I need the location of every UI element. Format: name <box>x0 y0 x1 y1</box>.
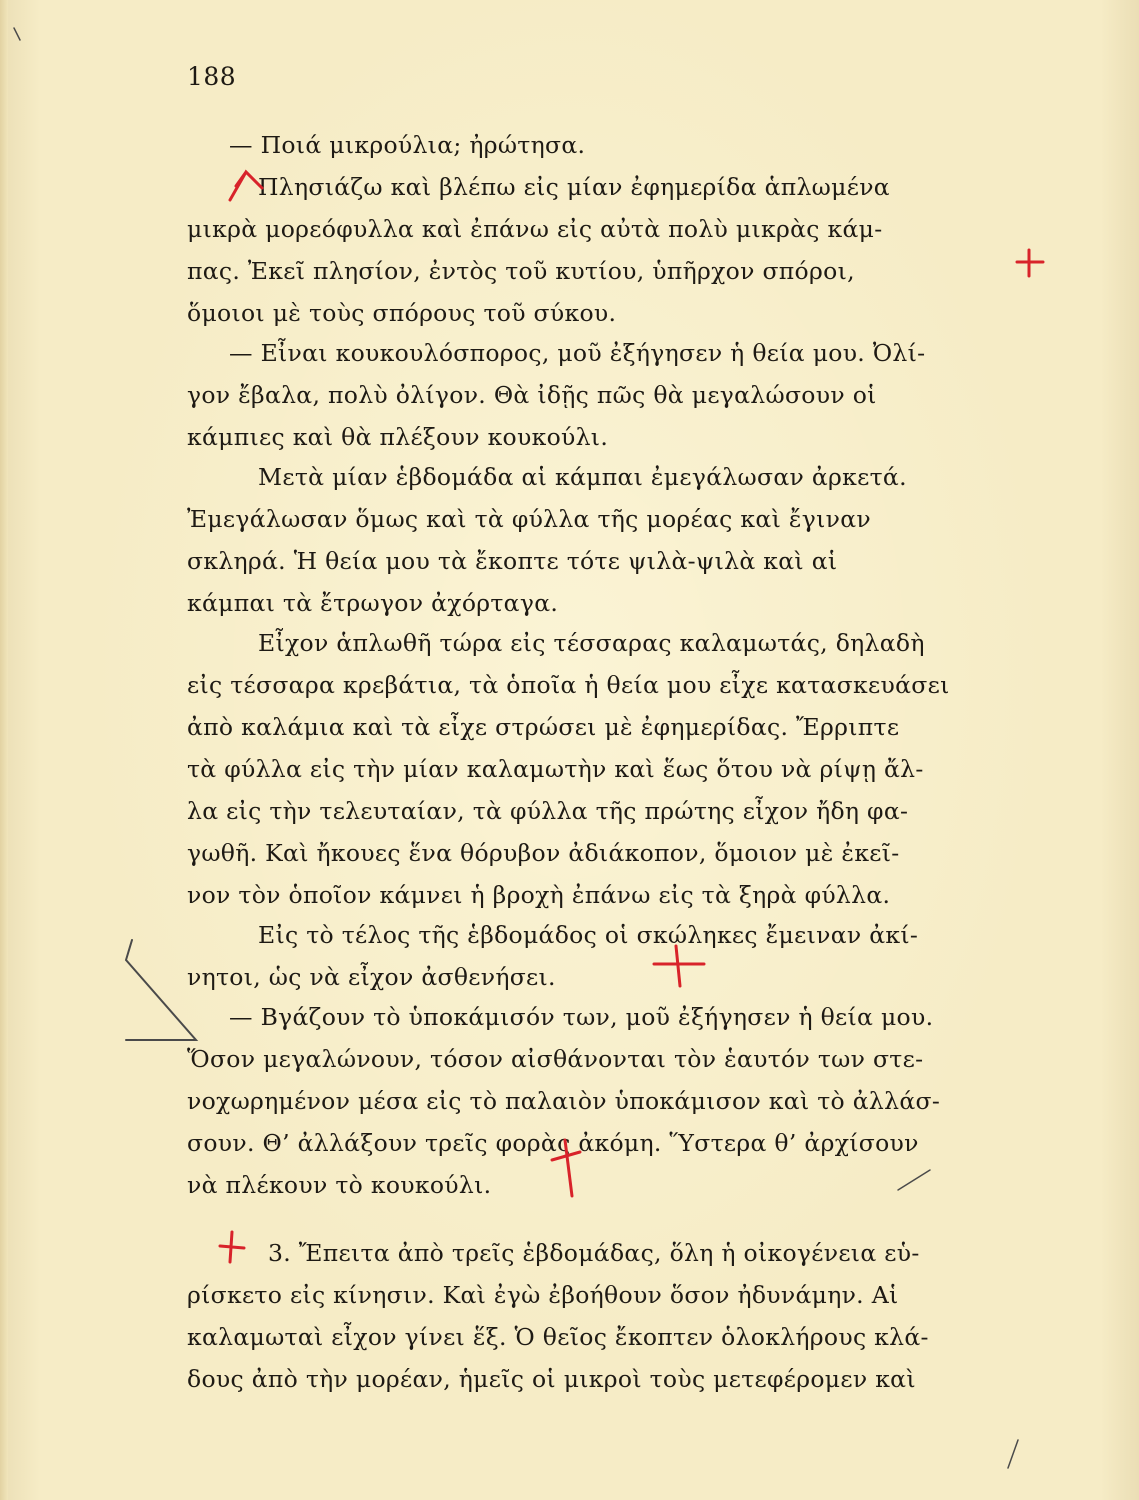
text-line-22: — Βγάζουν τὸ ὑποκάμισόν των, μοῦ ἐξήγησεν ἡ θεία μου. <box>229 1003 934 1031</box>
text-line-17: λα εἰς τὴν τελευταίαν, τὰ φύλλα τῆς πρώτης εἶχον ἤδη φα- <box>187 797 909 825</box>
text-line-10: Ἐμεγάλωσαν ὅμως καὶ τὰ φύλλα τῆς μορέας καὶ ἔγιναν <box>187 505 871 533</box>
text-line-26: νὰ πλέκουν τὸ κουκούλι. <box>187 1171 492 1199</box>
text-line-4: πας. Ἐκεῖ πλησίον, ἐντὸς τοῦ κυτίου, ὑπῆρχον σπόροι, <box>187 257 855 285</box>
page-number: 188 <box>187 62 237 91</box>
red-cross-mark-1 <box>1017 250 1043 276</box>
text-line-14: εἰς τέσσαρα κρεβάτια, τὰ ὁποῖα ἡ θεία μου εἶχε κατασκευάσει <box>187 671 950 699</box>
text-line-20: Εἰς τὸ τέλος τῆς ἑβδομάδος οἱ σκώληκες ἔμειναν ἀκί- <box>258 921 919 949</box>
text-line-18: γωθῆ. Καὶ ἤκουες ἕνα θόρυβον ἀδιάκοπον, ὅμοιον μὲ ἐκεῖ- <box>187 839 900 867</box>
text-line-29: καλαμωταὶ εἶχον γίνει ἕξ. Ὁ θεῖος ἔκοπτεν ὁλοκλήρους κλά- <box>187 1323 929 1351</box>
text-line-27: 3. Ἔπειτα ἀπὸ τρεῖς ἑβδομάδας, ὅλη ἡ οἰκογένεια εὑ- <box>268 1239 920 1267</box>
text-line-30: δους ἀπὸ τὴν μορέαν, ἡμεῖς οἱ μικροὶ τοὺς μετεφέρομεν καὶ <box>187 1365 916 1393</box>
text-line-11: σκληρά. Ἡ θεία μου τὰ ἔκοπτε τότε ψιλὰ-ψιλὰ καὶ αἱ <box>187 547 838 575</box>
text-line-9: Μετὰ μίαν ἑβδομάδα αἱ κάμπαι ἐμεγάλωσαν ἀρκετά. <box>258 463 907 491</box>
text-line-15: ἀπὸ καλάμια καὶ τὰ εἶχε στρώσει μὲ ἐφημερίδας. Ἔρριπτε <box>187 713 900 741</box>
text-line-19: νον τὸν ὁποῖον κάμνει ἡ βροχὴ ἐπάνω εἰς τὰ ξηρὰ φύλλα. <box>187 881 891 909</box>
pencil-angle-mark <box>126 940 196 1040</box>
text-line-3: μικρὰ μορεόφυλλα καὶ ἐπάνω εἰς αὐτὰ πολὺ μικρὰς κάμ- <box>187 215 883 243</box>
pencil-tick-2 <box>1008 1440 1018 1468</box>
text-line-25: σουν. Θ’ ἀλλάξουν τρεῖς φορὰς ἀκόμη. Ὕστερα θ’ ἀρχίσουν <box>187 1129 919 1157</box>
text-line-1: — Ποιά μικρούλια; ἠρώτησα. <box>229 131 586 159</box>
text-line-6: — Εἶναι κουκουλόσπορος, μοῦ ἐξήγησεν ἡ θεία μου. Ὀλί- <box>229 339 926 367</box>
text-line-12: κάμπαι τὰ ἔτρωγον ἀχόρταγα. <box>187 589 559 617</box>
text-line-7: γον ἔβαλα, πολὺ ὀλίγον. Θὰ ἰδῇς πῶς θὰ μεγαλώσουν οἱ <box>187 381 877 409</box>
red-cross-mark-2 <box>654 946 704 986</box>
pencil-tick-1 <box>14 28 20 40</box>
red-cross-mark-3 <box>552 1140 580 1196</box>
text-line-13: Εἶχον ἁπλωθῆ τώρα εἰς τέσσαρας καλαμωτάς, δηλαδὴ <box>258 629 925 657</box>
red-cross-mark-4 <box>220 1232 244 1262</box>
text-line-5: ὅμοιοι μὲ τοὺς σπόρους τοῦ σύκου. <box>187 299 617 327</box>
red-caret-mark-1 <box>230 172 262 200</box>
text-line-24: νοχωρημένον μέσα εἰς τὸ παλαιὸν ὑποκάμισον καὶ τὸ ἀλλάσ- <box>187 1087 941 1115</box>
text-line-21: νητοι, ὡς νὰ εἶχον ἀσθενήσει. <box>187 963 556 991</box>
text-line-2: Πλησιάζω καὶ βλέπω εἰς μίαν ἐφημερίδα ἁπλωμένα <box>258 173 890 201</box>
text-line-23: Ὅσον μεγαλώνουν, τόσον αἰσθάνονται τὸν ἑαυτόν των στε- <box>187 1045 924 1073</box>
text-line-8: κάμπιες καὶ θὰ πλέξουν κουκούλι. <box>187 423 609 451</box>
text-line-28: ρίσκετο εἰς κίνησιν. Καὶ ἐγὼ ἐβοήθουν ὅσον ἠδυνάμην. Αἱ <box>187 1281 899 1309</box>
text-line-16: τὰ φύλλα εἰς τὴν μίαν καλαμωτὴν καὶ ἕως ὅτου νὰ ρίψῃ ἄλ- <box>187 755 924 783</box>
pencil-tick-3 <box>898 1170 930 1190</box>
